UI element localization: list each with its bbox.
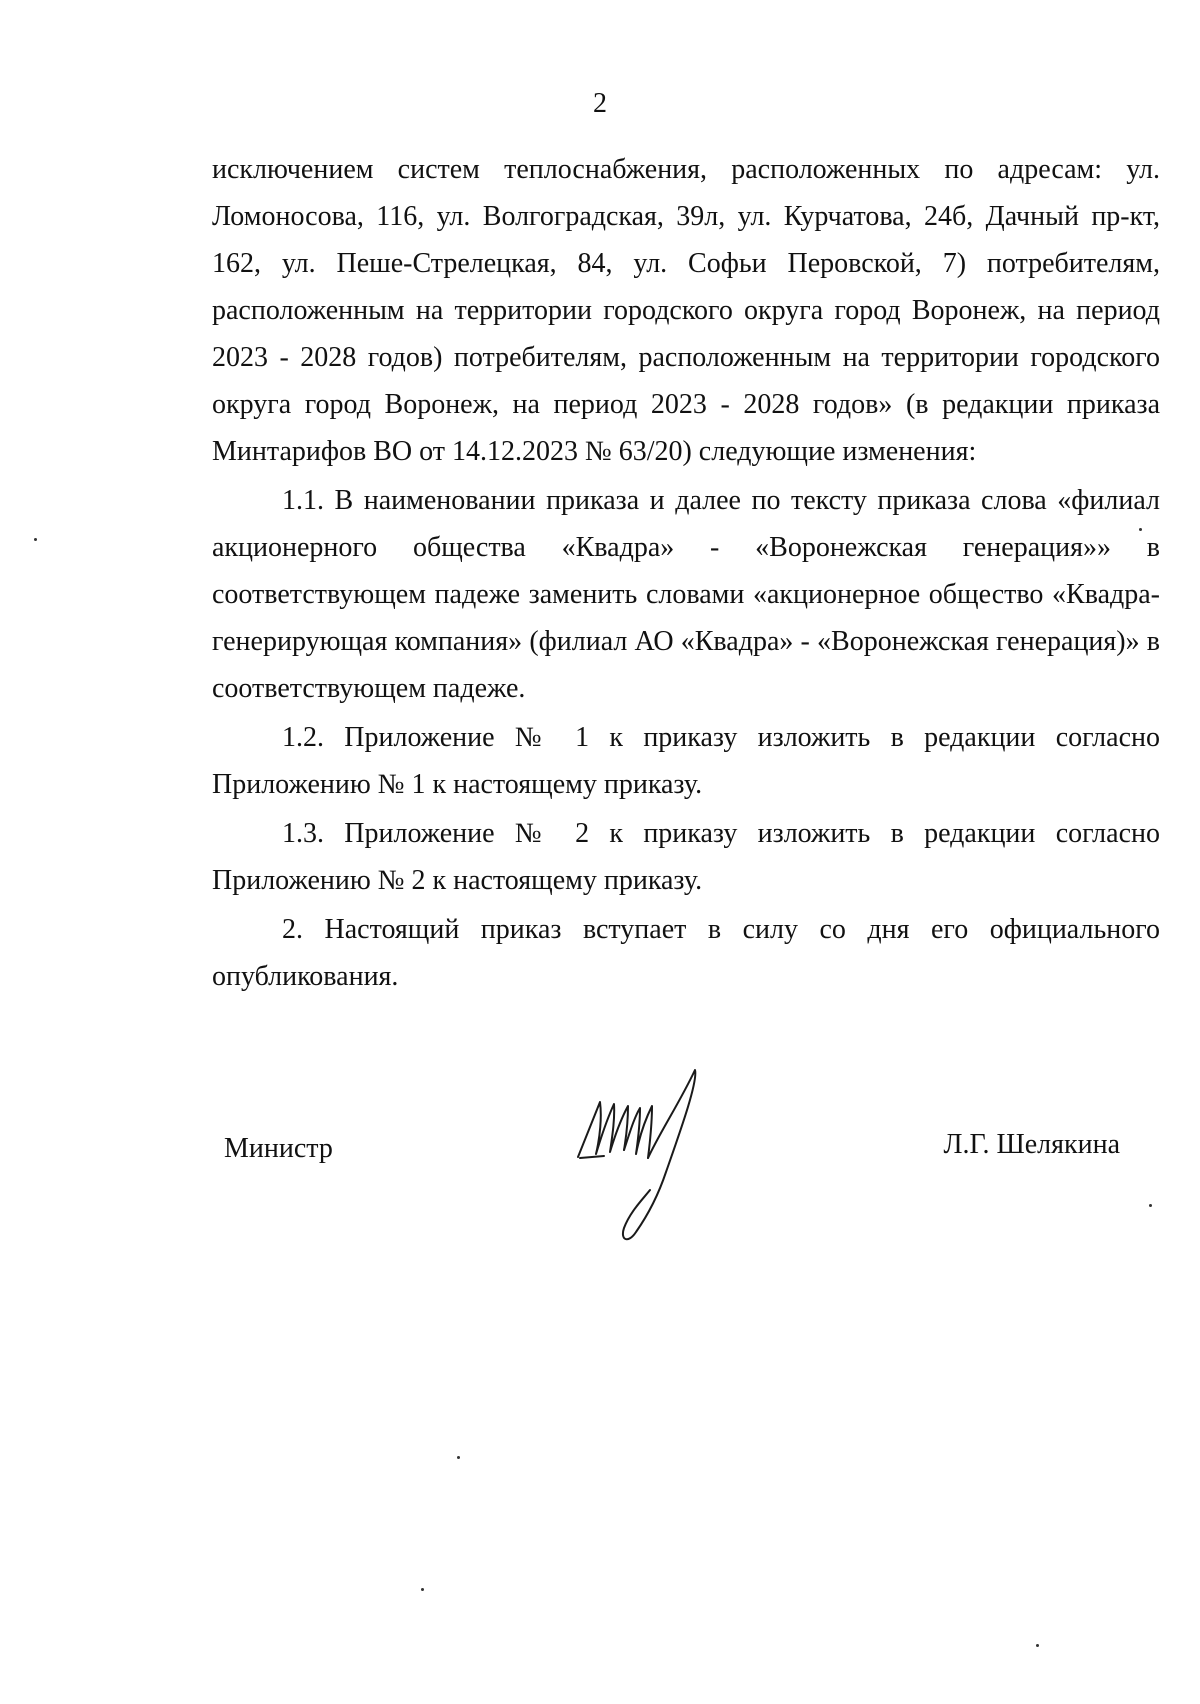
page-number: 2	[593, 88, 607, 119]
paragraph-1-3: 1.3. Приложение № 2 к приказу изложить в редакции согласно Приложению № 2 к настоящему приказу.	[212, 818, 1160, 896]
signatory-name: Л.Г. Шелякина	[943, 1129, 1120, 1160]
scan-speck	[421, 1588, 424, 1591]
scan-speck	[1149, 1204, 1152, 1207]
signatory-position: Министр	[224, 1133, 333, 1164]
scan-speck	[1139, 528, 1142, 531]
paragraph-2: 2. Настоящий приказ вступает в силу со дня его официального опубликования.	[212, 914, 1160, 992]
paragraph-1-1: 1.1. В наименовании приказа и далее по тексту приказа слова «филиал акционерного общества «Квадра» - «Воронежская генерация»» в соответствующем падеже заменить словами «акционерное общество «Квадра-генерирующая компания» (филиал АО «Квадра» - «Воронежская генерация)» в соответствующем падеже.	[212, 485, 1160, 704]
paragraph-continuation: исключением систем теплоснабжения, расположенных по адресам: ул. Ломоносова, 116, ул. Волгоградская, 39л, ул. Курчатова, 24б, Дачный пр-кт, 162, ул. Пеше-Стрелецкая, 84, ул. Софьи Перовской, 7) потребителям, расположенным на территории городского округа город Воронеж, на период 2023 - 2028 годов) потребителям, расположенным на территории городского округа город Воронеж, на период 2023 - 2028 годов» (в редакции приказа Минтарифов ВО от 14.12.2023 № 63/20) следующие изменения:	[212, 154, 1160, 467]
scan-speck	[34, 538, 37, 541]
scan-speck	[1036, 1644, 1039, 1647]
document-body	[212, 146, 1160, 1000]
paragraph-1-2: 1.2. Приложение № 1 к приказу изложить в редакции согласно Приложению № 1 к настоящему приказу.	[212, 722, 1160, 800]
scan-speck	[457, 1456, 460, 1459]
handwritten-signature	[570, 1062, 720, 1262]
